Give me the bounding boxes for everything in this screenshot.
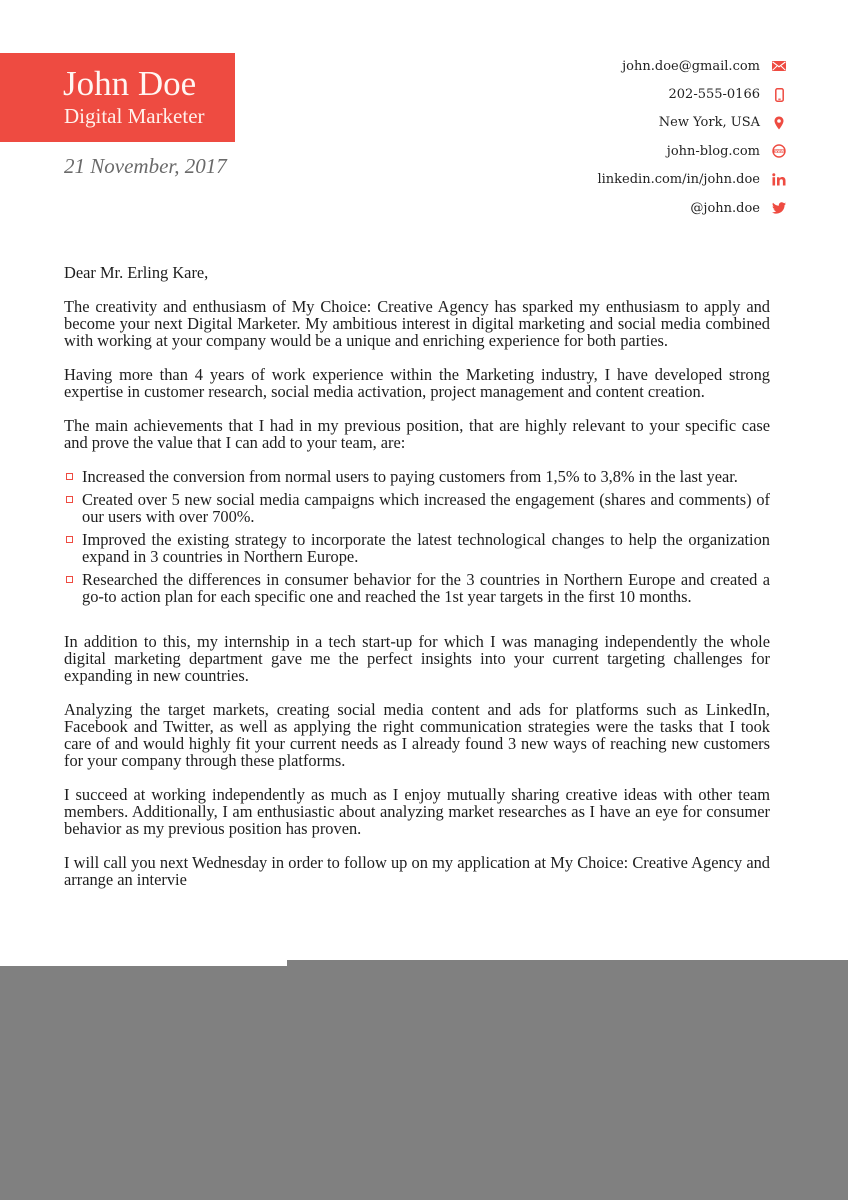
contact-location-text: New York, USA <box>658 115 760 131</box>
paragraph-achievements-intro: The main achievements that I had in my previous position, that are highly relevant to your specific case and prove the value that I can add to your team, are: <box>64 416 770 452</box>
achievements-list <box>64 468 770 605</box>
contact-twitter-text[interactable]: @john.doe <box>690 200 760 216</box>
paragraph-teamwork: I succeed at working independently as much as I enjoy mutually sharing creative ideas with other team members. Additionally, I am enthusiastic about analyzing market researches as I have an eye for consumer behavior as my previous position has proven. <box>64 785 770 838</box>
contact-twitter[interactable] <box>597 194 786 222</box>
letter-date: 21 November, 2017 <box>64 154 227 178</box>
letter-greeting: Dear Mr. Erling Kare, <box>64 263 209 282</box>
paragraph-intro: The creativity and enthusiasm of My Choice: Creative Agency has sparked my enthusiasm to apply and become your next Digital Marketer. My ambitious interest in digital marketing and social media combined with working at your company would be a unique and enriching experience for both parties. <box>64 297 770 350</box>
linkedin-icon <box>772 173 786 187</box>
mobile-phone-icon <box>772 88 786 102</box>
applicant-name: John Doe <box>63 64 197 103</box>
applicant-job-title: Digital Marketer <box>64 104 205 128</box>
gray-overlay-right <box>287 960 848 1200</box>
contact-phone[interactable] <box>597 80 786 108</box>
contact-website[interactable] <box>597 137 786 165</box>
contact-email-text[interactable]: john.doe@gmail.com <box>622 58 760 74</box>
square-bullet-icon <box>66 576 73 583</box>
gray-overlay-left <box>0 966 290 1200</box>
envelope-icon <box>772 59 786 73</box>
square-bullet-icon <box>66 496 73 503</box>
contact-list <box>597 52 786 222</box>
www-globe-icon <box>772 144 786 158</box>
square-bullet-icon <box>66 473 73 480</box>
square-bullet-icon <box>66 536 73 543</box>
contact-linkedin[interactable] <box>597 166 786 194</box>
list-item: Improved the existing strategy to incorporate the latest technological changes to help the organization expand in 3 countries in Northern Europe. <box>64 531 770 565</box>
list-item: Created over 5 new social media campaigns which increased the engagement (shares and comments) of our users with over 700%. <box>64 491 770 525</box>
twitter-icon <box>772 201 786 215</box>
contact-phone-text[interactable]: 202-555-0166 <box>668 87 760 103</box>
list-item: Increased the conversion from normal users to paying customers from 1,5% to 3,8% in the last year. <box>64 468 770 485</box>
contact-website-text[interactable]: john-blog.com <box>666 143 760 159</box>
paragraph-internship: In addition to this, my internship in a tech start-up for which I was managing independently the whole digital marketing department gave me the perfect insights into your current targeting challenges for expanding in new countries. <box>64 632 770 685</box>
paragraph-follow-up: I will call you next Wednesday in order to follow up on my application at My Choice: Creative Agency and arrange an intervie <box>64 853 770 889</box>
contact-location <box>597 109 786 137</box>
letter-body <box>64 264 770 905</box>
map-pin-icon <box>772 116 786 130</box>
contact-email[interactable] <box>597 52 786 80</box>
contact-linkedin-text[interactable]: linkedin.com/in/john.doe <box>597 172 760 188</box>
paragraph-experience: Having more than 4 years of work experience within the Marketing industry, I have developed strong expertise in customer research, social media activation, project management and content creation. <box>64 365 770 401</box>
paragraph-skills: Analyzing the target markets, creating social media content and ads for platforms such as LinkedIn, Facebook and Twitter, as well as applying the right communication strategies were the tasks that I took care of and would highly fit your current needs as I already found 3 new ways of reaching new customers for your company through these platforms. <box>64 700 770 770</box>
list-item: Researched the differences in consumer behavior for the 3 countries in Northern Europe and created a go-to action plan for each specific one and reached the 1st year targets in the first 10 months. <box>64 571 770 605</box>
